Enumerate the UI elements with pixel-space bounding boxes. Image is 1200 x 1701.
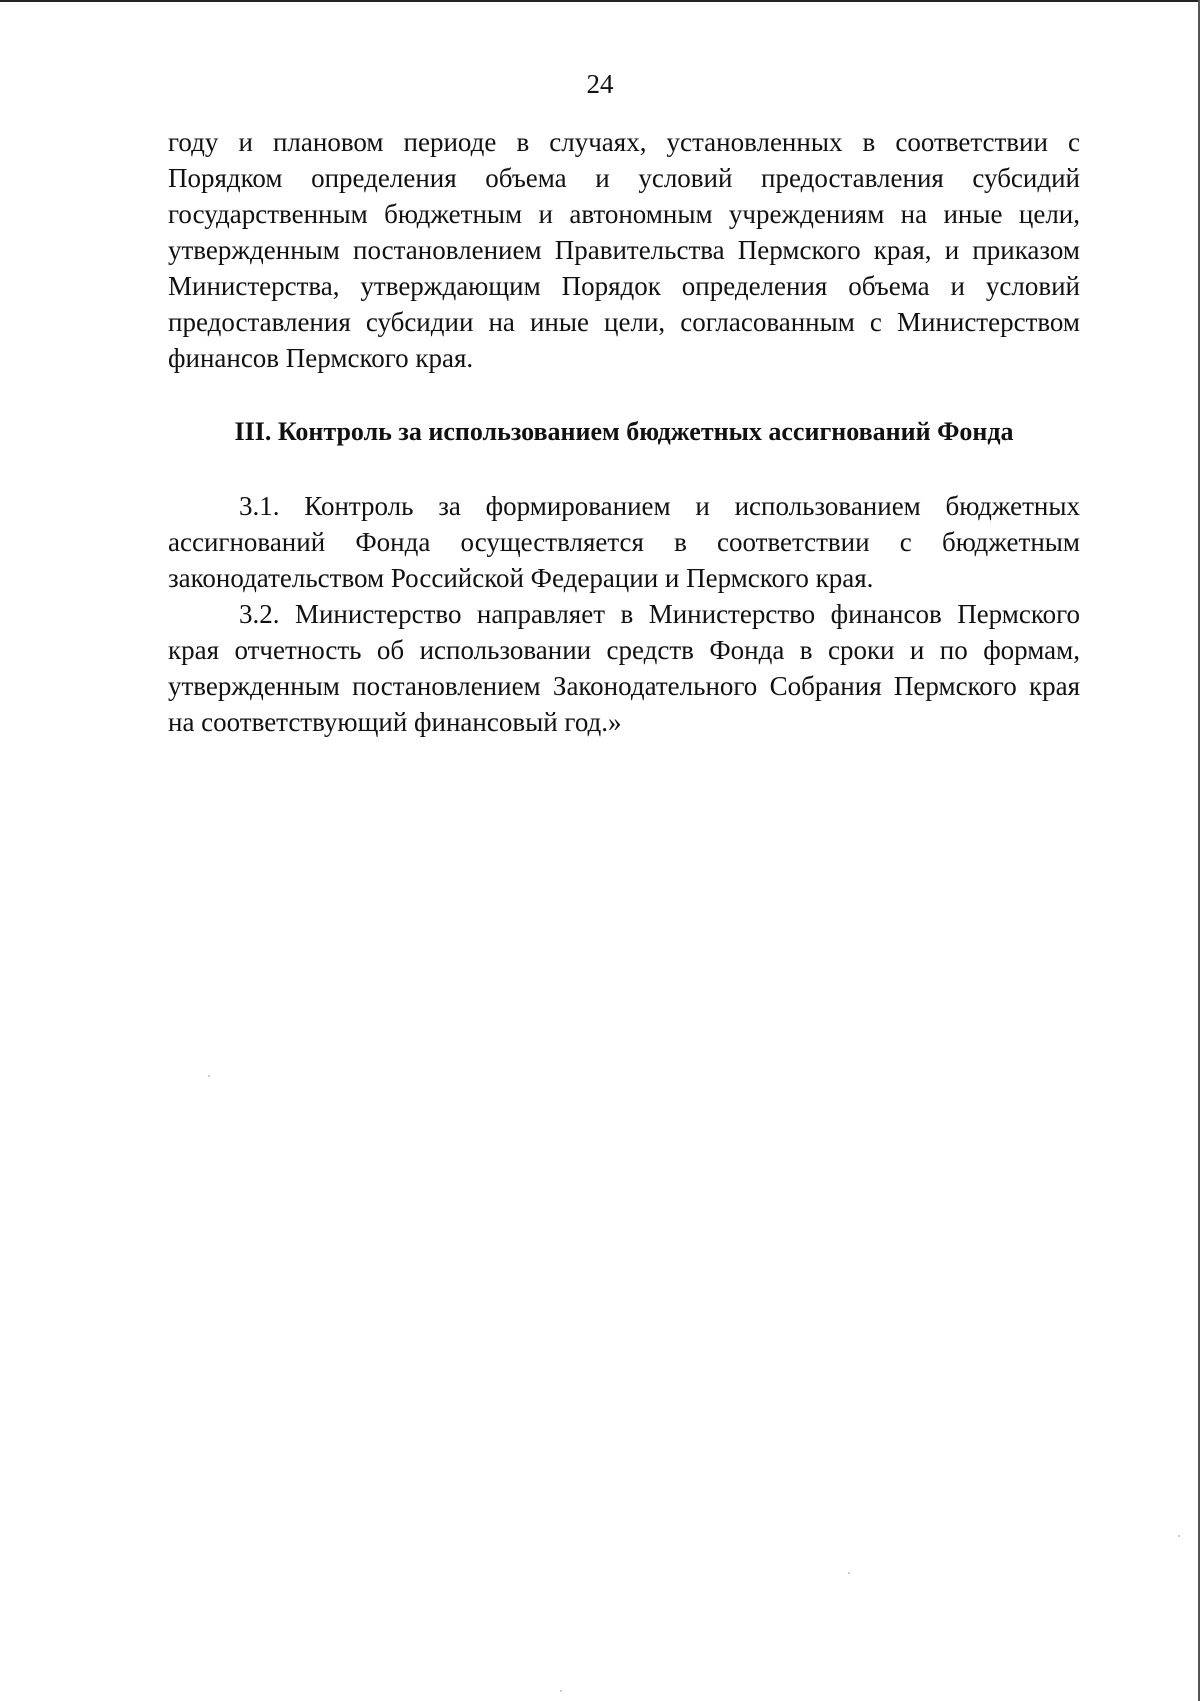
clause-3-2: 3.2. Министерство направляет в Министерство финансов Пермского края отчетность об использовании средств Фонда в сроки и по формам, утвержденным постановлением Законодательного Собрания Пермского края на соответствующий финансовый год.» — [168, 599, 1080, 737]
section-heading: III. Контроль за использованием бюджетных ассигнований Фонда — [234, 417, 1014, 446]
clause-3-1: 3.1. Контроль за формированием и использованием бюджетных ассигнований Фонда осуществляется в соответствии с бюджетным законодательством Российской Федерации и Пермского края. — [168, 491, 1080, 593]
page-top-edge — [0, 0, 1200, 2]
scan-speck — [1178, 1535, 1180, 1537]
scan-speck — [848, 1572, 850, 1574]
scan-speck — [560, 1690, 562, 1692]
scan-speck — [208, 1075, 210, 1077]
intro-paragraph: году и плановом периоде в случаях, установленных в соответствии с Порядком определения объема и условий предоставления субсидий государственным бюджетным и автономным учреждениям на иные цели, утвержденным постановлением Правительства Пермского края, и приказом Министерства, утверждающим Порядок определения объема и условий предоставления субсидии на иные цели, согласованным с Министерством финансов Пермского края. — [168, 127, 1080, 373]
page-number: 24 — [586, 69, 614, 99]
document-body — [168, 124, 1080, 740]
